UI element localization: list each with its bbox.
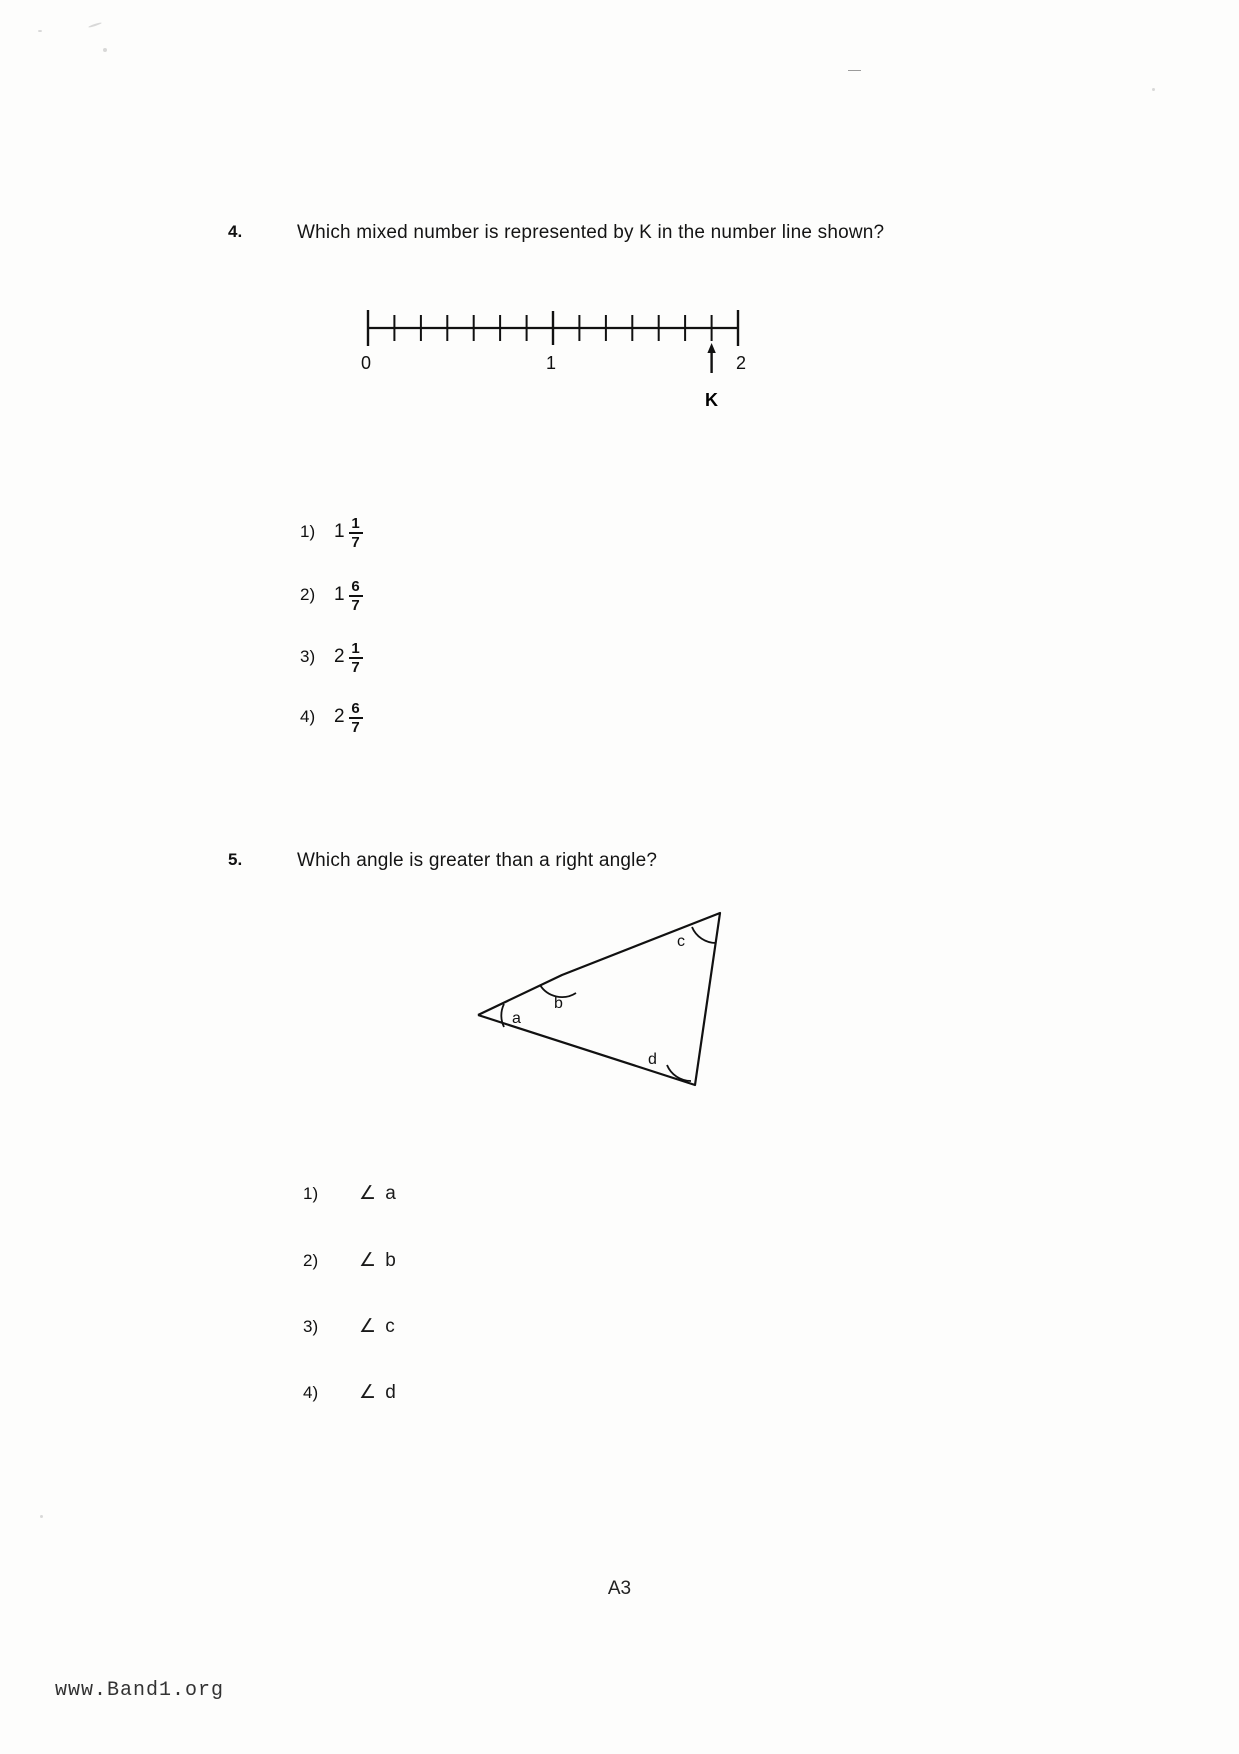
fraction-denominator: 7 (351, 533, 360, 551)
question-5-option-2[interactable] (303, 1249, 398, 1272)
mixed-number-whole: 1 (334, 583, 345, 605)
question-5-option-4[interactable] (303, 1381, 398, 1404)
question-5-number: 5. (228, 850, 243, 869)
mixed-number-whole: 1 (334, 520, 345, 542)
scan-dash-mark: ― (848, 62, 862, 77)
mixed-number-whole: 2 (334, 705, 345, 727)
number-line-tick-label-2: 2 (736, 353, 747, 373)
scan-speck (40, 1515, 43, 1518)
fraction-numerator: 1 (351, 515, 360, 532)
question-4-text: Which mixed number is represented by K in the number line shown? (297, 222, 885, 243)
option-number: 1) (300, 521, 316, 541)
page-code: A3 (607, 1578, 632, 1599)
mixed-number-whole: 2 (334, 645, 345, 667)
question-5-option-1[interactable] (303, 1182, 398, 1205)
question-5-text: Which angle is greater than a right angle? (297, 850, 658, 871)
option-number: 2) (300, 584, 316, 604)
question-4-number: 4. (228, 222, 243, 241)
number-line-tick-label-0: 0 (361, 353, 372, 373)
option-value: ∠ b (359, 1250, 398, 1271)
option-value: ∠ c (359, 1316, 397, 1337)
fraction-denominator: 7 (351, 596, 360, 614)
fraction-numerator: 6 (351, 578, 360, 595)
option-value: ∠ d (359, 1382, 398, 1403)
fraction-numerator: 6 (351, 700, 360, 717)
option-number: 3) (300, 646, 316, 666)
option-number: 3) (303, 1316, 319, 1336)
watermark: www.Band1.org (55, 1679, 225, 1702)
option-number: 1) (303, 1183, 319, 1203)
question-5-option-3[interactable] (303, 1315, 397, 1338)
number-line-pointer-label-k: K (705, 390, 718, 410)
triangle-label-d: d (648, 1051, 657, 1068)
triangle-figure (470, 905, 800, 1125)
option-number: 2) (303, 1250, 319, 1270)
triangle-label-a: a (512, 1010, 521, 1027)
number-line-tick-label-1: 1 (546, 353, 557, 373)
fraction-denominator: 7 (351, 718, 360, 736)
triangle-label-b: b (554, 995, 563, 1012)
option-value: ∠ a (359, 1183, 398, 1204)
option-number: 4) (303, 1382, 319, 1402)
triangle-label-c: c (677, 933, 685, 950)
option-number: 4) (300, 706, 316, 726)
fraction-numerator: 1 (351, 640, 360, 657)
fraction-denominator: 7 (351, 658, 360, 676)
